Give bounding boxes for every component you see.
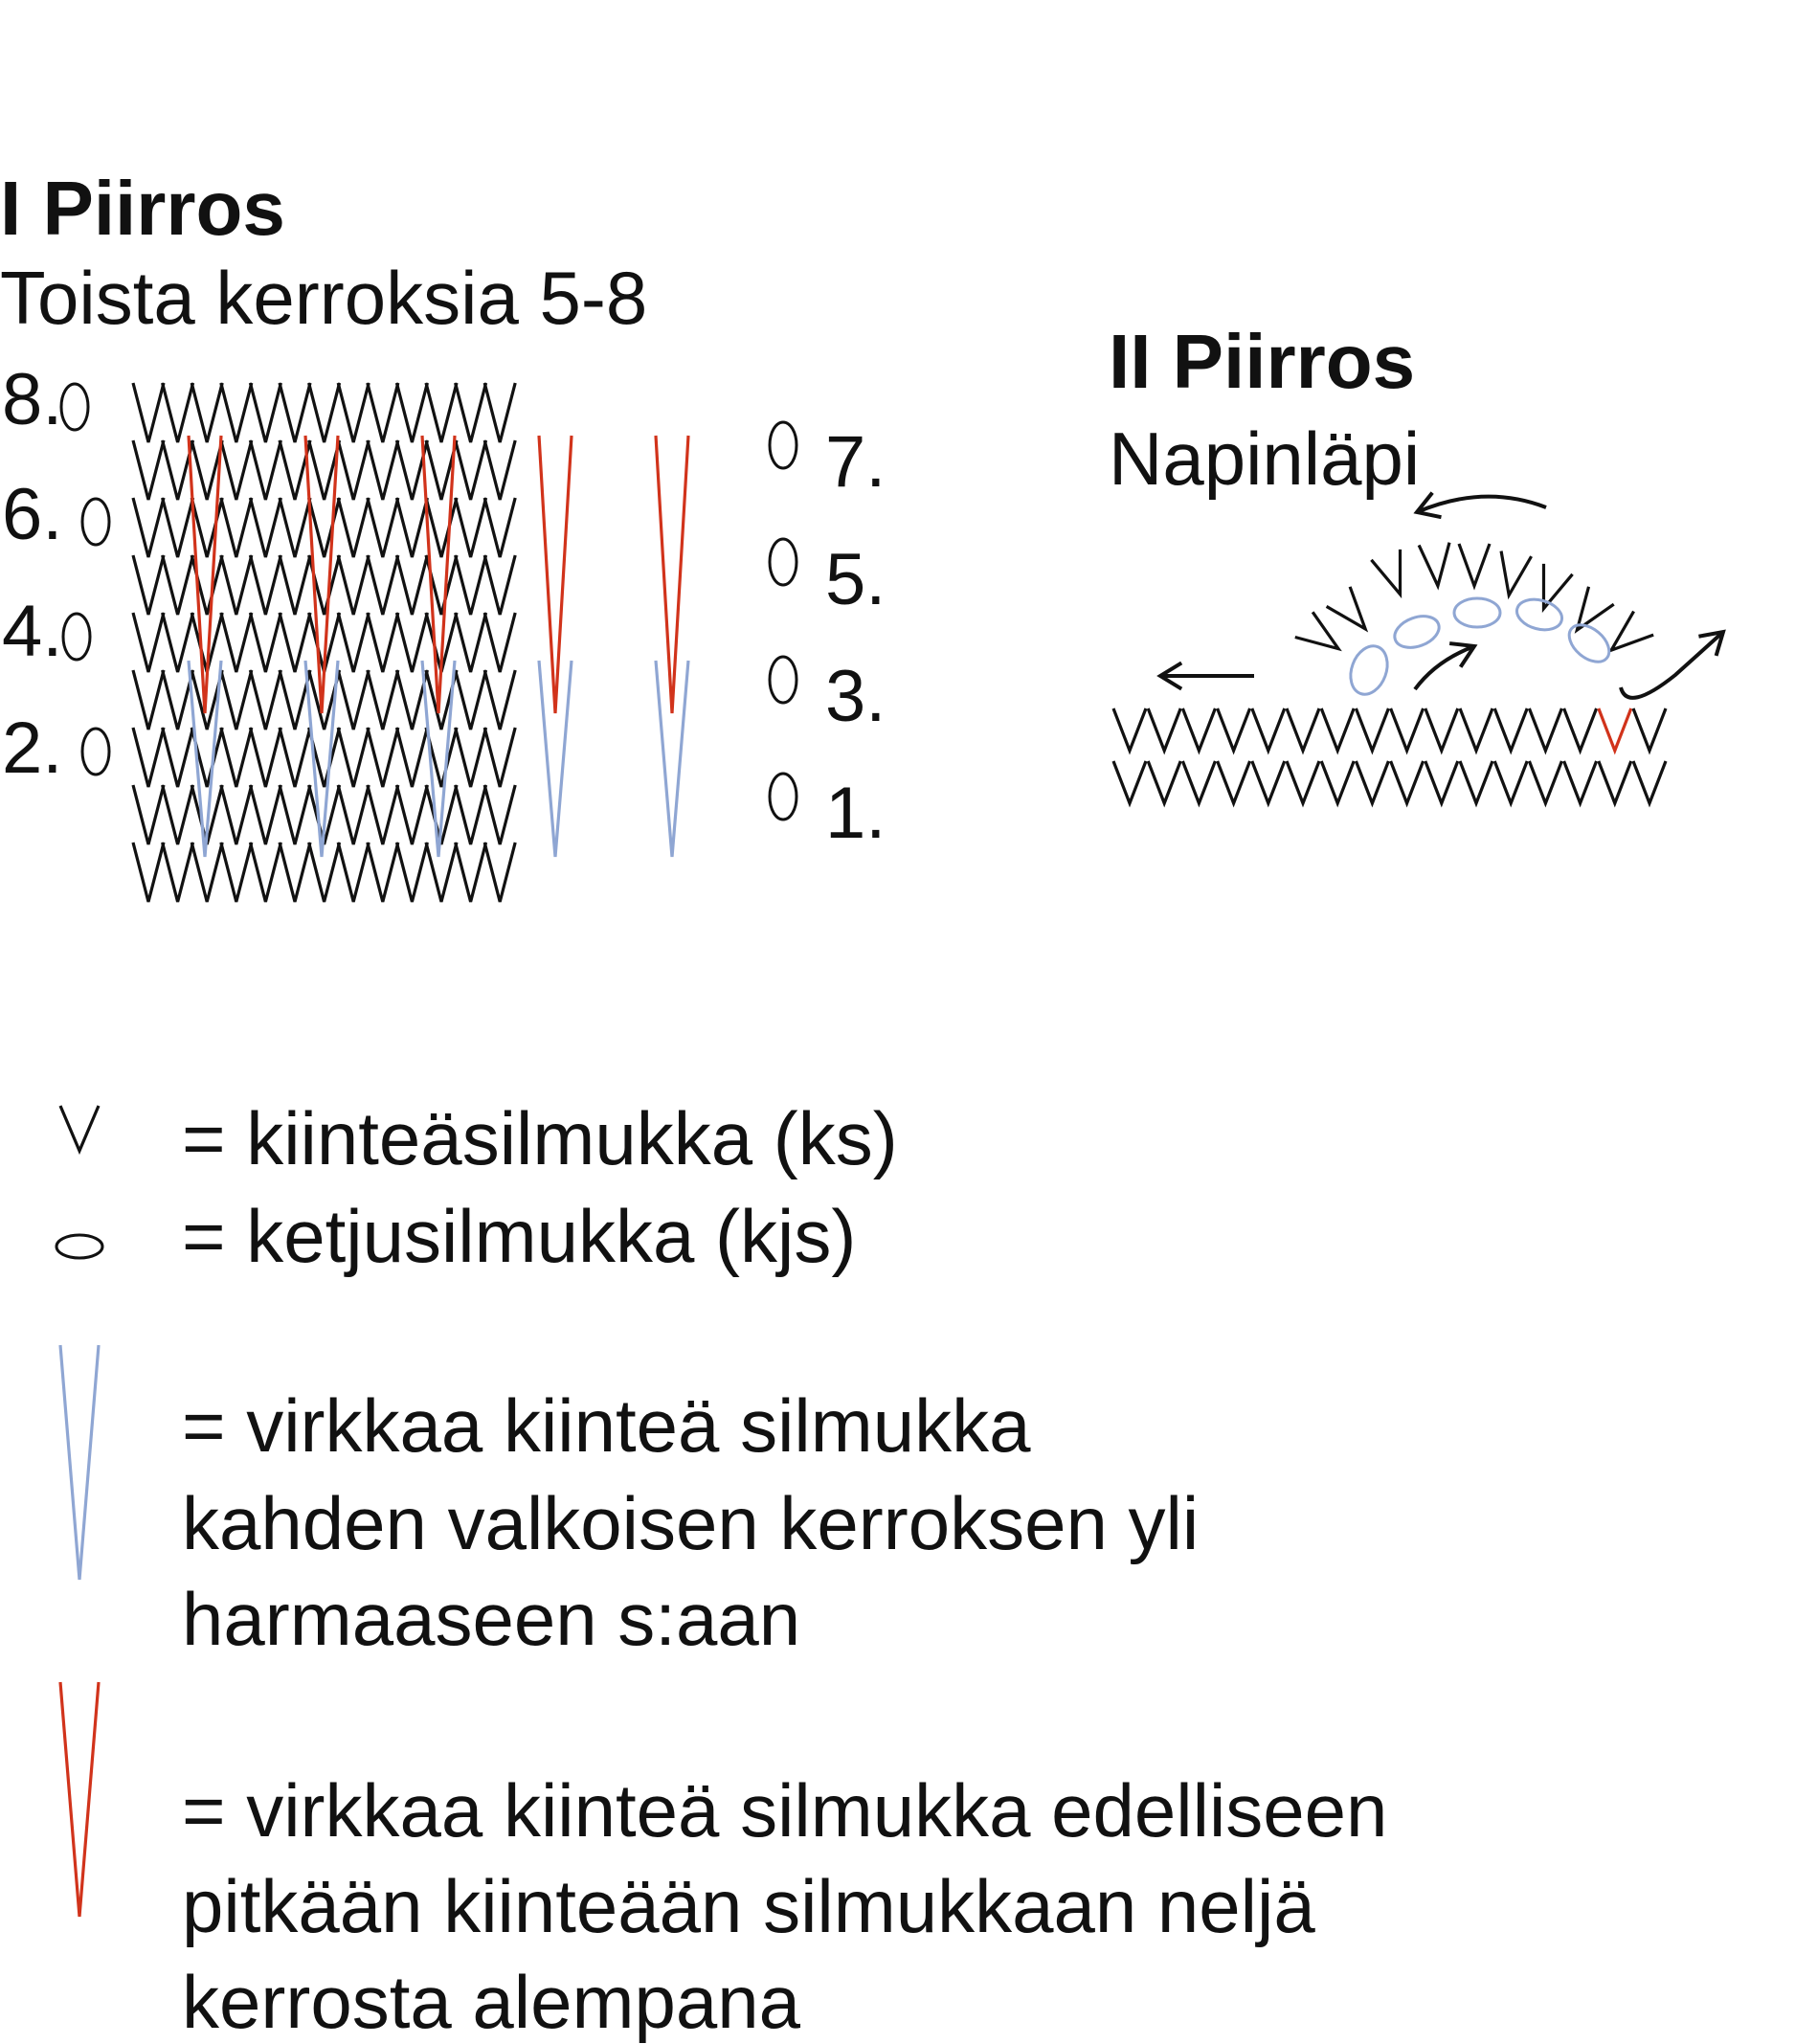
row-label-1: 1. (825, 773, 886, 854)
chart1-title: I Piirros (0, 166, 285, 251)
v-stitch (1564, 587, 1613, 639)
legend-blue-line-3: harmaaseen s:aan (182, 1577, 801, 1661)
v-stitch (1419, 543, 1453, 588)
chain-stitch (1562, 618, 1616, 669)
arch-stitch (1295, 612, 1347, 661)
row-label-7: 7. (825, 421, 886, 503)
v-stitch (1494, 761, 1527, 803)
v-stitch (1459, 544, 1490, 586)
row-label-4: 4. (2, 591, 63, 672)
v-stitch (1252, 761, 1285, 803)
v-stitch (1564, 708, 1597, 751)
v-stitch (1425, 708, 1458, 751)
chart1-subtitle: Toista kerroksia 5-8 (0, 256, 648, 340)
v-stitch (1356, 708, 1388, 751)
v-stitch (1321, 708, 1354, 751)
v-stitch (1321, 761, 1354, 803)
chart2-subtitle: Napinläpi (1109, 416, 1421, 501)
v-stitch (1564, 761, 1597, 803)
v-stitch (1494, 708, 1527, 751)
row-label-8: 8. (2, 359, 63, 440)
v-stitch (1633, 708, 1666, 751)
v-stitch (1327, 587, 1378, 639)
chain-stitch (1454, 598, 1500, 627)
v-stitch (1633, 761, 1666, 803)
legend-blue-line-1: = virkkaa kiinteä silmukka (182, 1383, 1031, 1468)
v-stitch (1460, 761, 1492, 803)
chain-stitch-icon (53, 1227, 120, 1275)
v-stitch (1391, 761, 1424, 803)
v-stitch (1529, 708, 1561, 751)
arch-stitch (1459, 544, 1490, 586)
arch-stitch (1371, 550, 1414, 599)
v-stitch (1356, 761, 1388, 803)
legend-blue-line-2: kahden valkoisen kerroksen yli (182, 1481, 1200, 1565)
chart2-buttonhole-diagram (0, 0, 1795, 957)
row-label-3: 3. (825, 656, 886, 737)
v-stitch (1287, 708, 1319, 751)
v-stitch (1391, 708, 1424, 751)
legend-red-line-3: kerrosta alempana (182, 1960, 801, 2044)
v-stitch (1113, 708, 1146, 751)
row-label-2: 2. (2, 708, 63, 789)
v-stitch (1113, 761, 1146, 803)
arch-stitch (1493, 551, 1531, 598)
chain-stitch (1514, 595, 1565, 634)
v-stitch (1529, 564, 1572, 614)
v-stitch (1148, 708, 1180, 751)
chain-stitch (1344, 640, 1394, 699)
v-stitch (1425, 761, 1458, 803)
arrow-top (1417, 497, 1546, 512)
v-stitch (1529, 761, 1561, 803)
arch-stitch (1529, 564, 1572, 614)
arch-stitch (1419, 543, 1453, 588)
blue-long-stitch-icon (53, 1340, 110, 1589)
legend-red-line-2: pitkään kiinteään silmukkaan neljä (182, 1864, 1315, 1948)
chain-stitch (1390, 611, 1443, 654)
row-label-5: 5. (825, 539, 886, 620)
v-stitch (1493, 551, 1531, 598)
chart2-title: II Piirros (1109, 319, 1416, 404)
arch-stitch (1327, 587, 1378, 639)
v-stitch (1218, 708, 1250, 751)
v-stitch-icon (53, 1101, 110, 1168)
v-stitch (1460, 708, 1492, 751)
red-stitch (1599, 708, 1631, 751)
v-stitch (1182, 708, 1215, 751)
red-long-stitch-icon (53, 1677, 110, 1926)
arrow-middle (1415, 646, 1474, 689)
arch-stitch (1564, 587, 1613, 639)
legend-ks: = kiinteäsilmukka (ks) (182, 1096, 898, 1180)
v-stitch (1599, 761, 1631, 803)
v-stitch (1371, 550, 1414, 599)
v-stitch (1182, 761, 1215, 803)
v-stitch (1287, 761, 1319, 803)
v-stitch (1148, 761, 1180, 803)
v-stitch (1218, 761, 1250, 803)
legend-red-line-1: = virkkaa kiinteä silmukka edelliseen (182, 1768, 1388, 1853)
legend-kjs: = ketjusilmukka (kjs) (182, 1194, 857, 1278)
v-stitch (1252, 708, 1285, 751)
row-label-6: 6. (2, 474, 63, 555)
v-stitch (1295, 612, 1347, 661)
